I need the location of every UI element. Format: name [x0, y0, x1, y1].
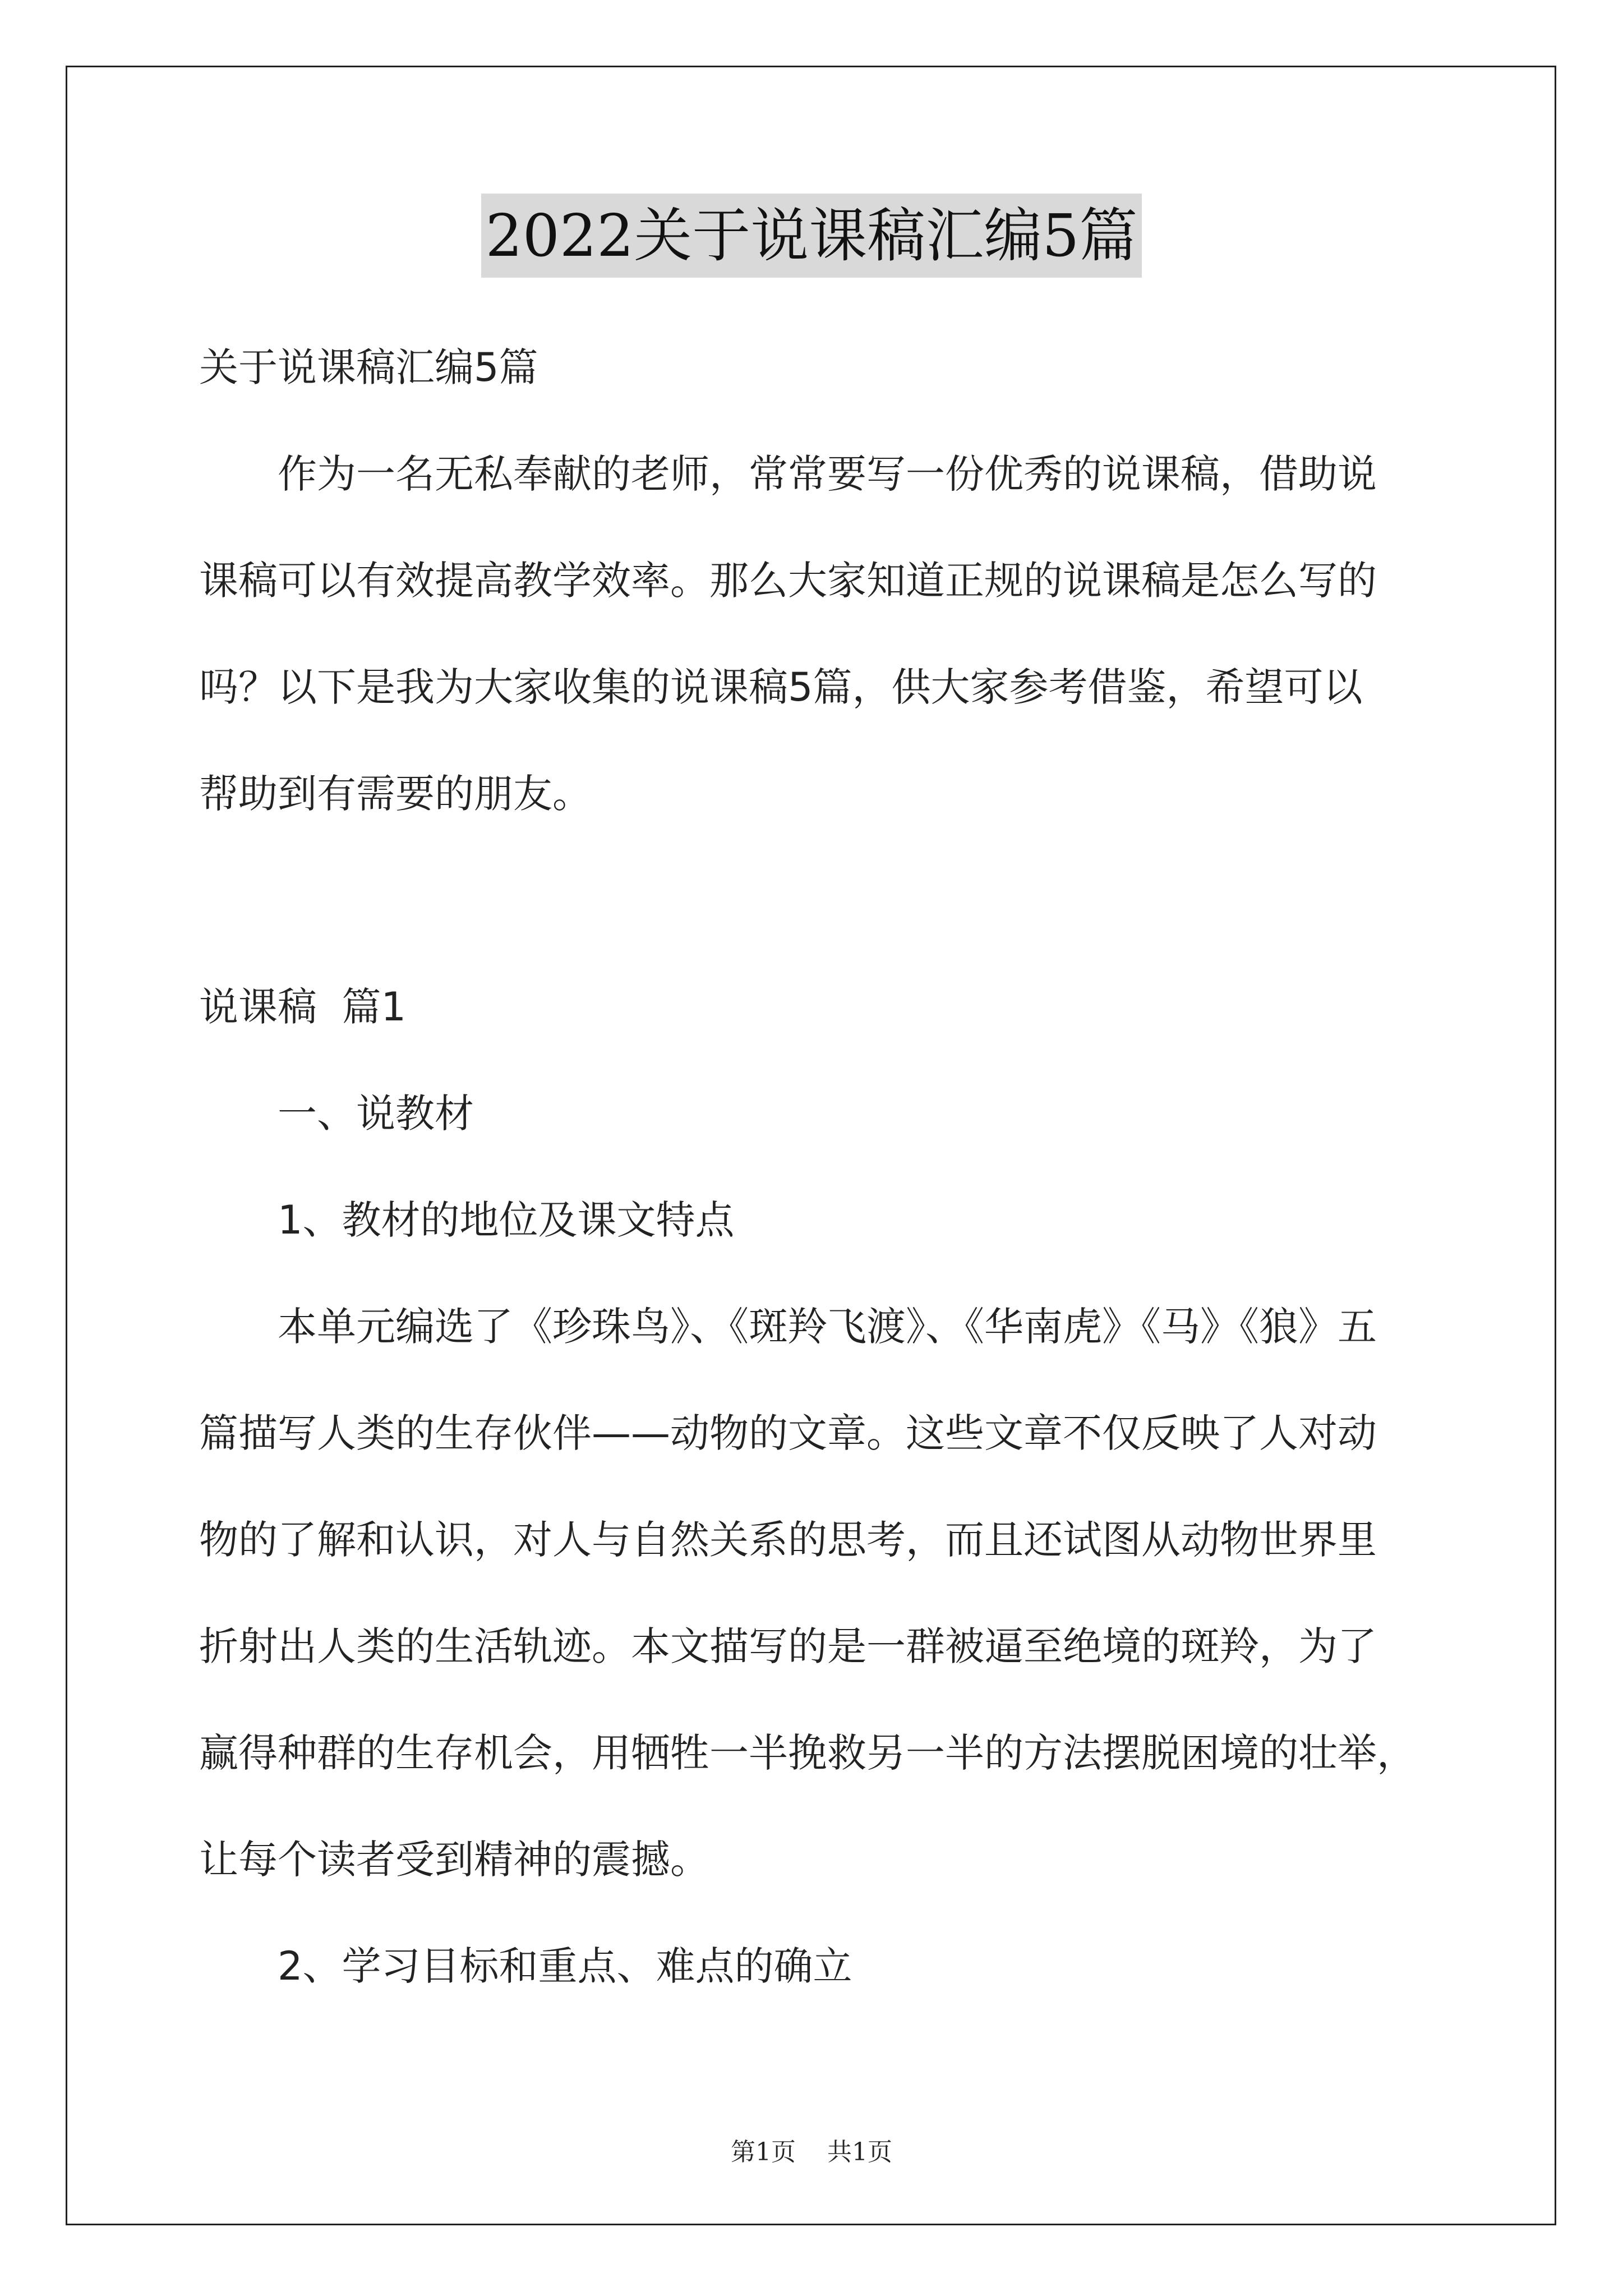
- paragraph-line: 物的了解和认识，对人与自然关系的思考，而且还试图从动物世界里: [199, 1517, 1377, 1563]
- part-heading: 一、说教材: [278, 1091, 474, 1137]
- paragraph-line: 本单元编选了《珍珠鸟》、《斑羚飞渡》、《华南虎》《马》《狼》五: [278, 1304, 1377, 1350]
- page-number: 第1页: [731, 2138, 796, 2166]
- page-total: 共1页: [827, 2138, 892, 2166]
- section-heading: 说课稿 篇1: [199, 984, 407, 1030]
- document-title: 2022关于说课稿汇编5篇: [481, 194, 1142, 278]
- title-container: [0, 194, 1623, 278]
- document-body: [199, 314, 1433, 2019]
- page-footer: [0, 2132, 1623, 2168]
- paragraph-line: 折射出人类的生活轨迹。本文描写的是一群被逼至绝境的斑羚，为了: [199, 1623, 1377, 1669]
- intro-line: 吗？以下是我为大家收集的说课稿5篇，供大家参考借鉴，希望可以: [199, 664, 1363, 710]
- intro-line: 帮助到有需要的朋友。: [199, 771, 592, 817]
- item-heading: 2、学习目标和重点、难点的确立: [278, 1943, 852, 1989]
- item-heading: 1、教材的地位及课文特点: [278, 1197, 735, 1243]
- intro-line: 作为一名无私奉献的老师，常常要写一份优秀的说课稿，借助说: [278, 451, 1377, 497]
- spacer: [199, 847, 1433, 954]
- paragraph-line: 赢得种群的生存机会，用牺牲一半挽救另一半的方法摆脱困境的壮举，: [199, 1730, 1416, 1776]
- paragraph-line: 篇描写人类的生存伙伴——动物的文章。这些文章不仅反映了人对动: [199, 1410, 1377, 1456]
- paragraph-line: 让每个读者受到精神的震撼。: [199, 1837, 709, 1883]
- document-subtitle: 关于说课稿汇编5篇: [199, 344, 538, 390]
- intro-line: 课稿可以有效提高教学效率。那么大家知道正规的说课稿是怎么写的: [199, 558, 1377, 604]
